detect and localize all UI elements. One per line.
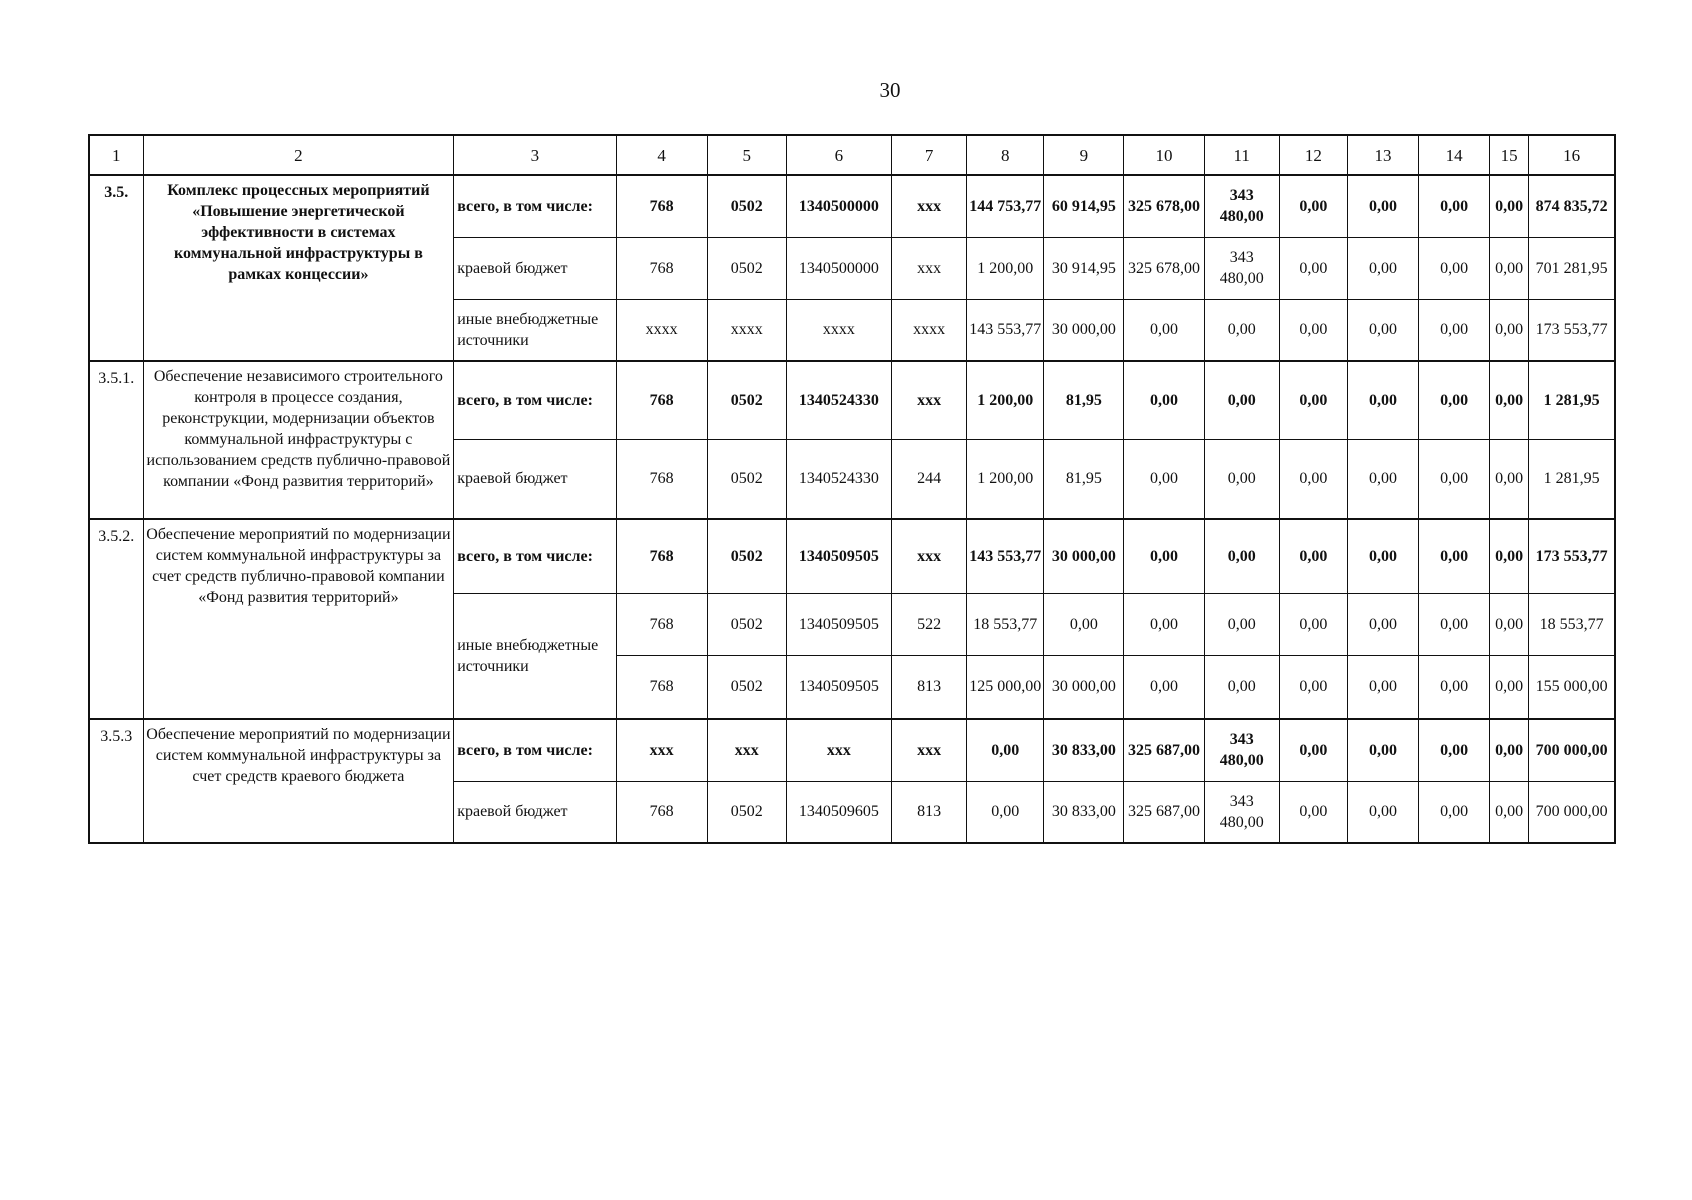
value-cell: xxxx bbox=[707, 299, 786, 361]
value-cell: 173 553,77 bbox=[1529, 519, 1615, 593]
page-number: 30 bbox=[879, 78, 901, 102]
value-cell: 768 bbox=[616, 175, 707, 237]
value-cell: 343 480,00 bbox=[1204, 175, 1279, 237]
value-cell: 0,00 bbox=[1419, 361, 1490, 439]
value-cell: 1340509505 bbox=[786, 655, 891, 719]
value-cell: 30 000,00 bbox=[1044, 299, 1124, 361]
section-name: Комплекс процессных мероприятий «Повышение энергетической эффективности в системах коммунальной инфраструктуры в рамках концессии» bbox=[143, 175, 454, 361]
value-cell: 0,00 bbox=[1490, 593, 1529, 655]
funding-source: всего, в том числе: bbox=[454, 719, 616, 781]
value-cell: xxx bbox=[892, 175, 967, 237]
funding-source: иные внебюджетные источники bbox=[454, 593, 616, 719]
value-cell: 0,00 bbox=[1279, 299, 1347, 361]
value-cell: 0,00 bbox=[1490, 361, 1529, 439]
value-cell: 0,00 bbox=[1419, 593, 1490, 655]
value-cell: 325 687,00 bbox=[1124, 781, 1204, 843]
value-cell: 1340500000 bbox=[786, 175, 891, 237]
value-cell: 0,00 bbox=[1347, 299, 1418, 361]
value-cell: 768 bbox=[616, 519, 707, 593]
value-cell: 768 bbox=[616, 439, 707, 519]
table-row bbox=[89, 719, 1615, 781]
section-number: 3.5.1. bbox=[89, 361, 143, 519]
value-cell: 81,95 bbox=[1044, 439, 1124, 519]
value-cell: 0,00 bbox=[1347, 439, 1418, 519]
section-name: Обеспечение независимого строительного контроля в процессе создания, реконструкции, модернизации объектов коммунальной инфраструктуры с использованием средств публично-правовой компании «Фонд развития территорий» bbox=[143, 361, 454, 519]
value-cell: 1 200,00 bbox=[967, 439, 1044, 519]
value-cell: 18 553,77 bbox=[1529, 593, 1615, 655]
value-cell: xxxx bbox=[892, 299, 967, 361]
value-cell: 0502 bbox=[707, 237, 786, 299]
header-cell: 13 bbox=[1347, 135, 1418, 175]
value-cell: 343 480,00 bbox=[1204, 237, 1279, 299]
header-cell: 12 bbox=[1279, 135, 1347, 175]
value-cell: 0,00 bbox=[1204, 593, 1279, 655]
value-cell: 1 200,00 bbox=[967, 361, 1044, 439]
section-number: 3.5.3 bbox=[89, 719, 143, 843]
header-cell: 16 bbox=[1529, 135, 1615, 175]
value-cell: 0,00 bbox=[1279, 361, 1347, 439]
value-cell: 1340500000 bbox=[786, 237, 891, 299]
value-cell: 244 bbox=[892, 439, 967, 519]
header-cell: 3 bbox=[454, 135, 616, 175]
value-cell: 1340509505 bbox=[786, 519, 891, 593]
funding-source: краевой бюджет bbox=[454, 781, 616, 843]
header-cell: 4 bbox=[616, 135, 707, 175]
value-cell: 701 281,95 bbox=[1529, 237, 1615, 299]
value-cell: 0,00 bbox=[1347, 593, 1418, 655]
value-cell: xxxx bbox=[786, 299, 891, 361]
header-row bbox=[89, 135, 1615, 175]
value-cell: xxx bbox=[892, 519, 967, 593]
value-cell: 1 200,00 bbox=[967, 237, 1044, 299]
value-cell: 0,00 bbox=[1490, 719, 1529, 781]
value-cell: 813 bbox=[892, 655, 967, 719]
value-cell: 343 480,00 bbox=[1204, 781, 1279, 843]
value-cell: xxx bbox=[616, 719, 707, 781]
value-cell: 1340509505 bbox=[786, 593, 891, 655]
value-cell: 81,95 bbox=[1044, 361, 1124, 439]
funding-source: всего, в том числе: bbox=[454, 175, 616, 237]
value-cell: 0,00 bbox=[1124, 593, 1204, 655]
value-cell: xxx bbox=[892, 361, 967, 439]
value-cell: 0,00 bbox=[1124, 299, 1204, 361]
value-cell: 0,00 bbox=[1204, 519, 1279, 593]
value-cell: 0,00 bbox=[1279, 519, 1347, 593]
header-cell: 10 bbox=[1124, 135, 1204, 175]
value-cell: 0,00 bbox=[967, 781, 1044, 843]
value-cell: 125 000,00 bbox=[967, 655, 1044, 719]
value-cell: 0,00 bbox=[1419, 439, 1490, 519]
value-cell: 0,00 bbox=[1419, 655, 1490, 719]
header-cell: 7 bbox=[892, 135, 967, 175]
value-cell: 343 480,00 bbox=[1204, 719, 1279, 781]
header-cell: 6 bbox=[786, 135, 891, 175]
value-cell: 0,00 bbox=[1279, 655, 1347, 719]
value-cell: 18 553,77 bbox=[967, 593, 1044, 655]
value-cell: 768 bbox=[616, 655, 707, 719]
header-cell: 2 bbox=[143, 135, 454, 175]
value-cell: 0,00 bbox=[1490, 439, 1529, 519]
value-cell: 0,00 bbox=[1419, 237, 1490, 299]
funding-source: краевой бюджет bbox=[454, 439, 616, 519]
value-cell: 325 678,00 bbox=[1124, 175, 1204, 237]
value-cell: 0502 bbox=[707, 519, 786, 593]
value-cell: 0,00 bbox=[1419, 299, 1490, 361]
value-cell: 143 553,77 bbox=[967, 299, 1044, 361]
value-cell: xxx bbox=[707, 719, 786, 781]
funding-source: всего, в том числе: bbox=[454, 519, 616, 593]
value-cell: 0,00 bbox=[1419, 175, 1490, 237]
value-cell: 0,00 bbox=[1490, 299, 1529, 361]
budget-table bbox=[88, 134, 1616, 844]
value-cell: 1 281,95 bbox=[1529, 439, 1615, 519]
value-cell: 173 553,77 bbox=[1529, 299, 1615, 361]
value-cell: 325 687,00 bbox=[1124, 719, 1204, 781]
value-cell: 768 bbox=[616, 781, 707, 843]
value-cell: 0,00 bbox=[1279, 175, 1347, 237]
value-cell: 700 000,00 bbox=[1529, 781, 1615, 843]
header-cell: 8 bbox=[967, 135, 1044, 175]
header-cell: 9 bbox=[1044, 135, 1124, 175]
value-cell: 768 bbox=[616, 361, 707, 439]
value-cell: 0,00 bbox=[1279, 439, 1347, 519]
funding-source: краевой бюджет bbox=[454, 237, 616, 299]
value-cell: 0,00 bbox=[1419, 519, 1490, 593]
value-cell: 0502 bbox=[707, 655, 786, 719]
value-cell: 0,00 bbox=[1490, 781, 1529, 843]
value-cell: 0,00 bbox=[1204, 299, 1279, 361]
value-cell: 0,00 bbox=[1347, 655, 1418, 719]
funding-source: всего, в том числе: bbox=[454, 361, 616, 439]
value-cell: xxx bbox=[892, 237, 967, 299]
value-cell: 522 bbox=[892, 593, 967, 655]
value-cell: 0,00 bbox=[1044, 593, 1124, 655]
section-name: Обеспечение мероприятий по модернизации систем коммунальной инфраструктуры за счет средств краевого бюджета bbox=[143, 719, 454, 843]
value-cell: 0,00 bbox=[1419, 781, 1490, 843]
value-cell: 0,00 bbox=[1347, 719, 1418, 781]
value-cell: 0,00 bbox=[1347, 361, 1418, 439]
value-cell: 30 000,00 bbox=[1044, 655, 1124, 719]
value-cell: 0502 bbox=[707, 175, 786, 237]
table-row bbox=[89, 519, 1615, 593]
value-cell: 0502 bbox=[707, 361, 786, 439]
value-cell: xxx bbox=[892, 719, 967, 781]
value-cell: 144 753,77 bbox=[967, 175, 1044, 237]
value-cell: 1340524330 bbox=[786, 439, 891, 519]
value-cell: 0502 bbox=[707, 781, 786, 843]
value-cell: 874 835,72 bbox=[1529, 175, 1615, 237]
value-cell: 0,00 bbox=[1419, 719, 1490, 781]
value-cell: 0,00 bbox=[1124, 519, 1204, 593]
table-row bbox=[89, 175, 1615, 237]
value-cell: 0,00 bbox=[1279, 719, 1347, 781]
section-name: Обеспечение мероприятий по модернизации систем коммунальной инфраструктуры за счет средств публично-правовой компании «Фонд развития территорий» bbox=[143, 519, 454, 719]
value-cell: 1340509605 bbox=[786, 781, 891, 843]
header-cell: 14 bbox=[1419, 135, 1490, 175]
value-cell: 0,00 bbox=[1490, 655, 1529, 719]
value-cell: 1 281,95 bbox=[1529, 361, 1615, 439]
value-cell: 0,00 bbox=[1347, 781, 1418, 843]
value-cell: 0,00 bbox=[1347, 175, 1418, 237]
funding-source: иные внебюджетные источники bbox=[454, 299, 616, 361]
value-cell: 0,00 bbox=[1124, 655, 1204, 719]
section-number: 3.5.2. bbox=[89, 519, 143, 719]
value-cell: 30 914,95 bbox=[1044, 237, 1124, 299]
value-cell: 0,00 bbox=[1124, 361, 1204, 439]
value-cell: 0502 bbox=[707, 593, 786, 655]
value-cell: 768 bbox=[616, 593, 707, 655]
value-cell: xxxx bbox=[616, 299, 707, 361]
value-cell: 0,00 bbox=[1490, 175, 1529, 237]
section-number: 3.5. bbox=[89, 175, 143, 361]
value-cell: 0,00 bbox=[1124, 439, 1204, 519]
value-cell: xxx bbox=[786, 719, 891, 781]
value-cell: 0,00 bbox=[1347, 237, 1418, 299]
value-cell: 30 833,00 bbox=[1044, 719, 1124, 781]
value-cell: 30 000,00 bbox=[1044, 519, 1124, 593]
value-cell: 143 553,77 bbox=[967, 519, 1044, 593]
header-cell: 5 bbox=[707, 135, 786, 175]
value-cell: 0,00 bbox=[1204, 361, 1279, 439]
value-cell: 813 bbox=[892, 781, 967, 843]
value-cell: 325 678,00 bbox=[1124, 237, 1204, 299]
value-cell: 0,00 bbox=[1347, 519, 1418, 593]
value-cell: 60 914,95 bbox=[1044, 175, 1124, 237]
value-cell: 0,00 bbox=[1204, 439, 1279, 519]
value-cell: 0,00 bbox=[967, 719, 1044, 781]
value-cell: 0,00 bbox=[1204, 655, 1279, 719]
value-cell: 1340524330 bbox=[786, 361, 891, 439]
table-row bbox=[89, 361, 1615, 439]
value-cell: 0,00 bbox=[1490, 519, 1529, 593]
value-cell: 0,00 bbox=[1279, 781, 1347, 843]
value-cell: 0,00 bbox=[1279, 237, 1347, 299]
value-cell: 0,00 bbox=[1490, 237, 1529, 299]
value-cell: 700 000,00 bbox=[1529, 719, 1615, 781]
header-cell: 11 bbox=[1204, 135, 1279, 175]
header-cell: 1 bbox=[89, 135, 143, 175]
value-cell: 0,00 bbox=[1279, 593, 1347, 655]
value-cell: 768 bbox=[616, 237, 707, 299]
value-cell: 155 000,00 bbox=[1529, 655, 1615, 719]
header-cell: 15 bbox=[1490, 135, 1529, 175]
value-cell: 0502 bbox=[707, 439, 786, 519]
value-cell: 30 833,00 bbox=[1044, 781, 1124, 843]
